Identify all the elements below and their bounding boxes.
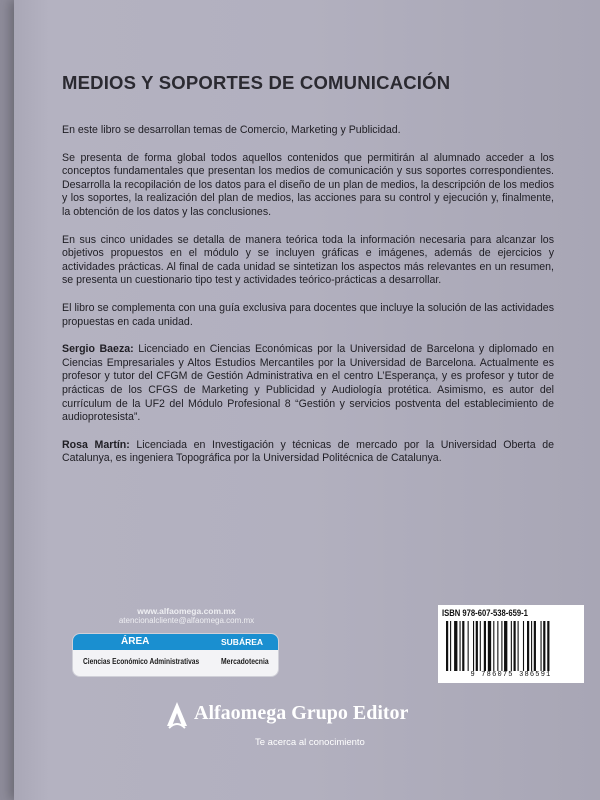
area-value: Ciencias Económico Administrativas	[83, 656, 200, 666]
paragraph-overview: Se presenta de forma global todos aquellos contenidos que permitirán al alumnado acceder a los conceptos fundamentales que presentan los medios de comunicación y sus soportes correspondientes. Desarrolla la recopilación de los datos para el diseño de un plan de medios, la descripción de los medios y los soportes, la realización del plan de medios, las acciones para su control y ejecución y, finalmente, la obtención de los datos y las conclusiones.	[62, 151, 554, 218]
book-title: MEDIOS Y SOPORTES DE COMUNICACIÓN	[62, 72, 451, 93]
author-bio-sergio	[62, 343, 554, 425]
author-bio-text: Licenciada en Investigación y técnicas de mercado por la Universidad Oberta de Catalunya, es ingeniera Topográfica por la Universidad Politécnica de Catalunya.	[62, 438, 554, 465]
author-name: Sergio Baeza:	[62, 343, 134, 356]
classification-badge	[72, 633, 279, 677]
author-name: Rosa Martín:	[62, 438, 130, 451]
back-cover	[14, 0, 600, 800]
publisher-name: Alfaomega Grupo Editor	[194, 702, 409, 724]
website-link[interactable]: www.alfaomega.com.mx	[137, 606, 236, 616]
paragraph-intro: En este libro se desarrollan temas de Comercio, Marketing y Publicidad.	[62, 124, 401, 136]
paragraph-guide: El libro se complementa con una guía exclusiva para docentes que incluye la solución de las actividades propuestas en cada unidad.	[62, 301, 554, 328]
alfaomega-logo-icon	[164, 700, 190, 730]
subarea-value: Mercadotecnia	[221, 656, 269, 666]
subarea-label: SUBÁREA	[221, 637, 264, 647]
paragraph-units: En sus cinco unidades se detalla de manera teórica toda la información necesaria para alcanzar los objetivos propuestos en el módulo y se incluyen gráficas e imágenes, además de ejercicios y actividades prácticas. Al final de cada unidad se sintetizan los aspectos más relevantes en un resumen, se presenta un cuestionario tipo test y actividades teórico-prácticas a desarrollar.	[62, 233, 554, 287]
contact-info	[109, 606, 264, 626]
description	[62, 124, 554, 480]
area-label: ÁREA	[121, 636, 150, 647]
publisher-tagline: Te acerca al conocimiento	[255, 737, 365, 748]
barcode-panel	[438, 605, 584, 683]
email-link[interactable]: atencionalcliente@alfaomega.com.mx	[118, 616, 255, 625]
barcode-digits: 9 786075 386591	[470, 671, 552, 679]
barcode-icon	[446, 621, 578, 671]
isbn-label: ISBN 978-607-538-659-1	[442, 608, 528, 618]
author-bio-rosa	[62, 439, 554, 466]
author-bio-text: Licenciado en Ciencias Económicas por la Universidad de Barcelona y diplomado en Ciencias Empresariales y Altos Estudios Mercantiles por la Universidad de Barcelona. Actualmente es profesor y tutor del CFGM de Gestión Administrativa en el centro L’Esperança, y es profesor y tutor de prácticas de los CFGS de Marketing y Publicidad y Audiología protética. Asimismo, es autor del currículum de la UF2 del Módulo Profesional 8 “Gestión y servicios postventa del establecimiento de audioprotesista”.	[62, 343, 554, 424]
